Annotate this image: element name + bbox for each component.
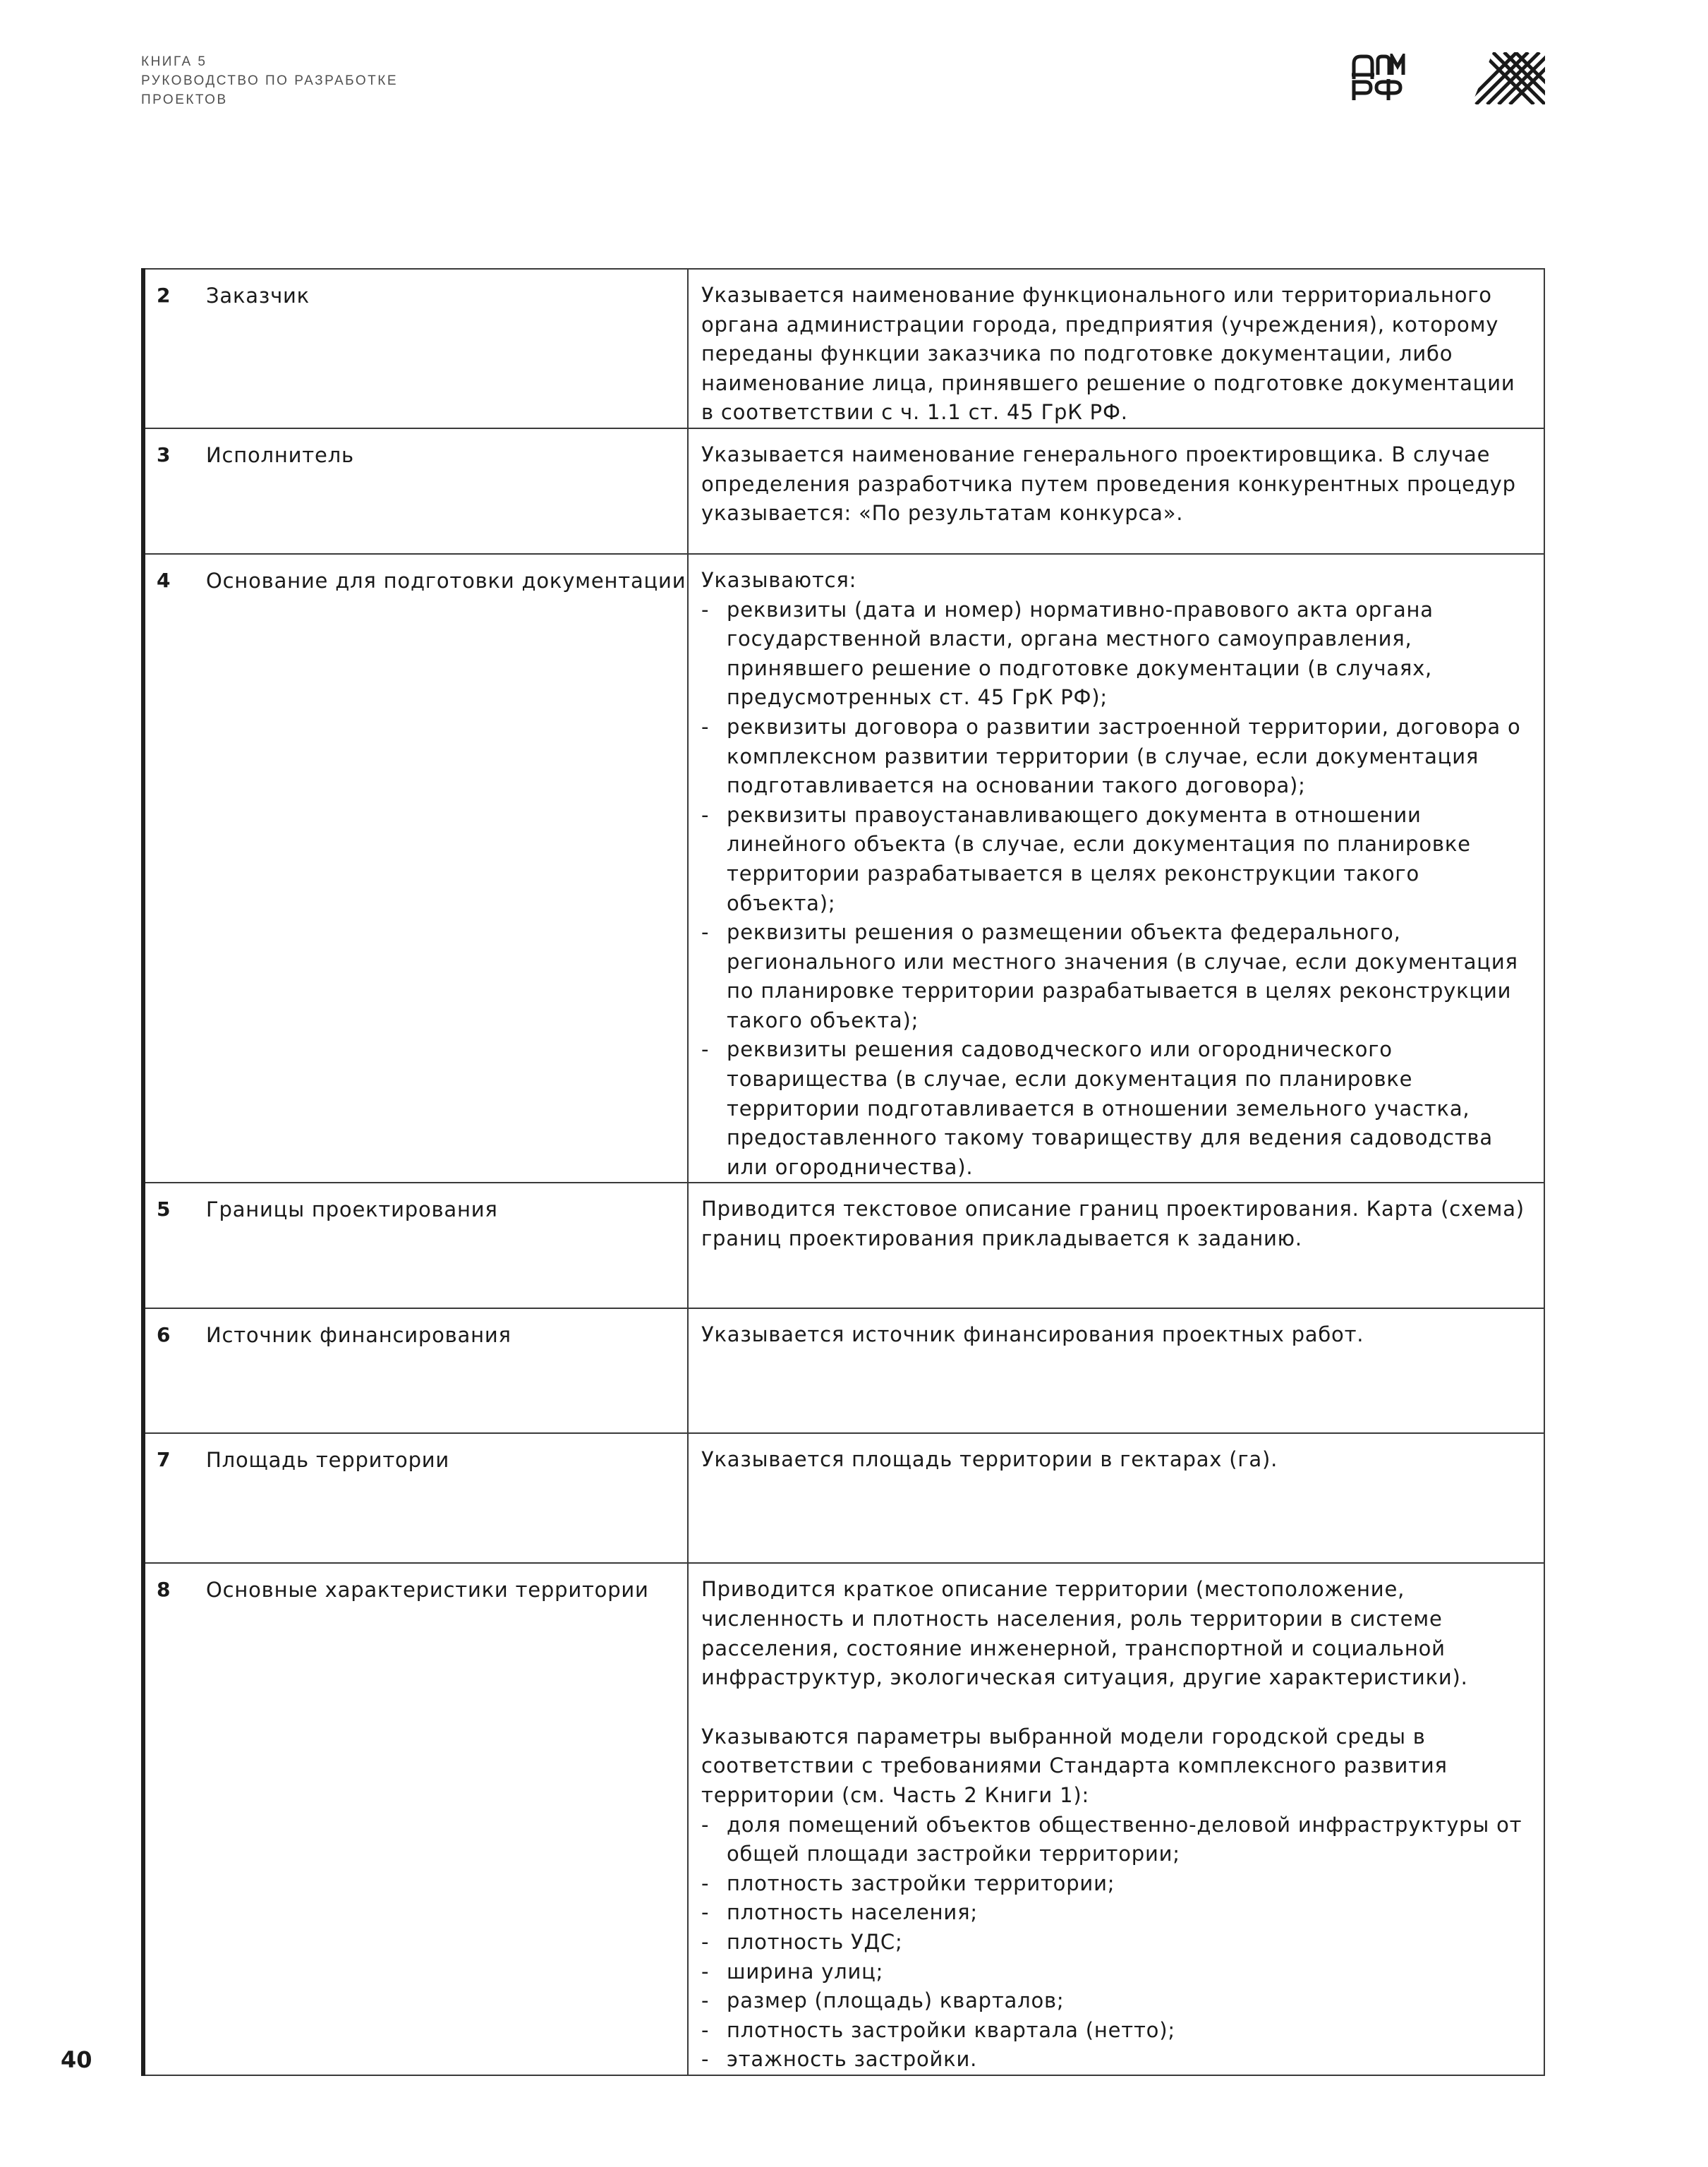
row-label-cell bbox=[143, 269, 688, 428]
row-label: Основание для подготовки документации bbox=[206, 568, 686, 593]
header-book-title-cont: ПРОЕКТОВ bbox=[141, 92, 228, 107]
row-label-cell bbox=[143, 428, 688, 554]
row-paragraph: Приводится краткое описание территории (местоположение, численность и плотность населения, роль территории в системе расселения, состояние инженерной, транспортной и социальной инфраструктур, экологическая ситуация, другие характеристики). bbox=[701, 1577, 1468, 1690]
row-content-cell bbox=[688, 1433, 1544, 1563]
row-paragraph: Указывается площадь территории в гектарах (га). bbox=[701, 1447, 1278, 1472]
row-content-cell bbox=[688, 1183, 1544, 1308]
table-row bbox=[143, 1183, 1544, 1308]
row-label: Источник финансирования bbox=[206, 1323, 511, 1348]
table-row bbox=[143, 554, 1544, 1183]
requisites-list bbox=[701, 596, 1534, 1183]
row-label: Исполнитель bbox=[206, 442, 354, 467]
row-label: Основные характеристики территории bbox=[206, 1578, 649, 1602]
header-book-title: РУКОВОДСТВО ПО РАЗРАБОТКЕ bbox=[141, 73, 399, 88]
list-item: - плотность застройки квартала (нетто); bbox=[701, 2016, 1534, 2046]
row-label-cell bbox=[143, 554, 688, 1183]
running-header bbox=[141, 52, 398, 109]
list-item: - реквизиты правоустанавливающего документа в отношении линейного объекта (в случае, если документация по планировке территории разрабатывается в целях реконструкции такого объекта); bbox=[701, 801, 1534, 918]
table-row bbox=[143, 1433, 1544, 1563]
dom-rf-logo bbox=[1351, 54, 1409, 102]
row-label-cell bbox=[143, 1433, 688, 1563]
row-number: 2 bbox=[157, 284, 171, 307]
row-label-cell bbox=[143, 1183, 688, 1308]
row-label: Границы проектирования bbox=[206, 1197, 498, 1222]
table-row bbox=[143, 1308, 1544, 1433]
row-number: 6 bbox=[157, 1323, 171, 1347]
row-number: 4 bbox=[157, 568, 171, 592]
header-book-number: КНИГА 5 bbox=[141, 54, 207, 69]
list-item: - размер (площадь) кварталов; bbox=[701, 1986, 1534, 2016]
row-label: Заказчик bbox=[206, 284, 310, 308]
specification-table bbox=[141, 268, 1545, 2076]
row-paragraph: Указывается источник финансирования проектных работ. bbox=[701, 1322, 1364, 1347]
row-paragraph: Приводится текстовое описание границ проектирования. Карта (схема) границ проектирования прикладывается к заданию. bbox=[701, 1197, 1525, 1251]
list-item: - реквизиты договора о развитии застроенной территории, договора о комплексном развитии территории (в случае, если документация подготавливается на основании такого договора); bbox=[701, 713, 1534, 801]
page-number: 40 bbox=[61, 2046, 92, 2073]
list-item: - доля помещений объектов общественно-деловой инфраструктуры от общей площади застройки территории; bbox=[701, 1811, 1534, 1869]
list-item: - плотность населения; bbox=[701, 1898, 1534, 1928]
parameters-list bbox=[701, 1811, 1534, 2075]
list-item: - плотность УДС; bbox=[701, 1928, 1534, 1957]
row-paragraph: Указывается наименование функционального или территориального органа администрации города, предприятия (учреждения), которому переданы функции заказчика по подготовке документации, либо наименование лица, принявшего решение о подготовке документации в соответствии с ч. 1.1 ст. 45 ГрК РФ. bbox=[701, 283, 1515, 425]
table-row bbox=[143, 1563, 1544, 2075]
table-row bbox=[143, 269, 1544, 428]
list-item: - реквизиты решения садоводческого или огороднического товарищества (в случае, если документация по планировке территории подготавливается в отношении земельного участка, предоставленного такому товариществу для ведения садоводства или огородничества). bbox=[701, 1035, 1534, 1182]
row-number: 3 bbox=[157, 442, 171, 466]
hatched-square-logo bbox=[1472, 52, 1545, 104]
row-label: Площадь территории bbox=[206, 1448, 450, 1473]
list-item: - ширина улиц; bbox=[701, 1957, 1534, 1987]
list-item: - реквизиты (дата и номер) нормативно-правового акта органа государственной власти, органа местного самоуправления, принявшего решение о подготовке документации (в случаях, предусмотренных ст. 45 ГрК РФ); bbox=[701, 596, 1534, 713]
row-content-cell bbox=[688, 554, 1544, 1183]
row-label-cell bbox=[143, 1563, 688, 2075]
row-content-cell bbox=[688, 1308, 1544, 1433]
row-paragraph: Указываются параметры выбранной модели городской среды в соответствии с требованиями Стандарта комплексного развития территории (см. Часть 2 Книги 1): bbox=[701, 1724, 1448, 1807]
row-label-cell bbox=[143, 1308, 688, 1433]
row-content-cell bbox=[688, 269, 1544, 428]
list-item: - реквизиты решения о размещении объекта федерального, регионального или местного значения (в случае, если документация по планировке территории разрабатывается в целях реконструкции такого объекта); bbox=[701, 918, 1534, 1035]
table-row bbox=[143, 428, 1544, 554]
row-content-cell bbox=[688, 428, 1544, 554]
row-number: 5 bbox=[157, 1197, 171, 1221]
list-item: - плотность застройки территории; bbox=[701, 1869, 1534, 1899]
row-paragraph: Указывается наименование генерального проектировщика. В случае определения разработчика путем проведения конкурентных процедур указывается: «По результатам конкурса». bbox=[701, 442, 1516, 526]
row-content-cell bbox=[688, 1563, 1544, 2075]
row-number: 8 bbox=[157, 1578, 171, 1602]
row-number: 7 bbox=[157, 1448, 171, 1472]
row-intro: Указываются: bbox=[701, 567, 857, 592]
list-item: - этажность застройки. bbox=[701, 2045, 1534, 2075]
